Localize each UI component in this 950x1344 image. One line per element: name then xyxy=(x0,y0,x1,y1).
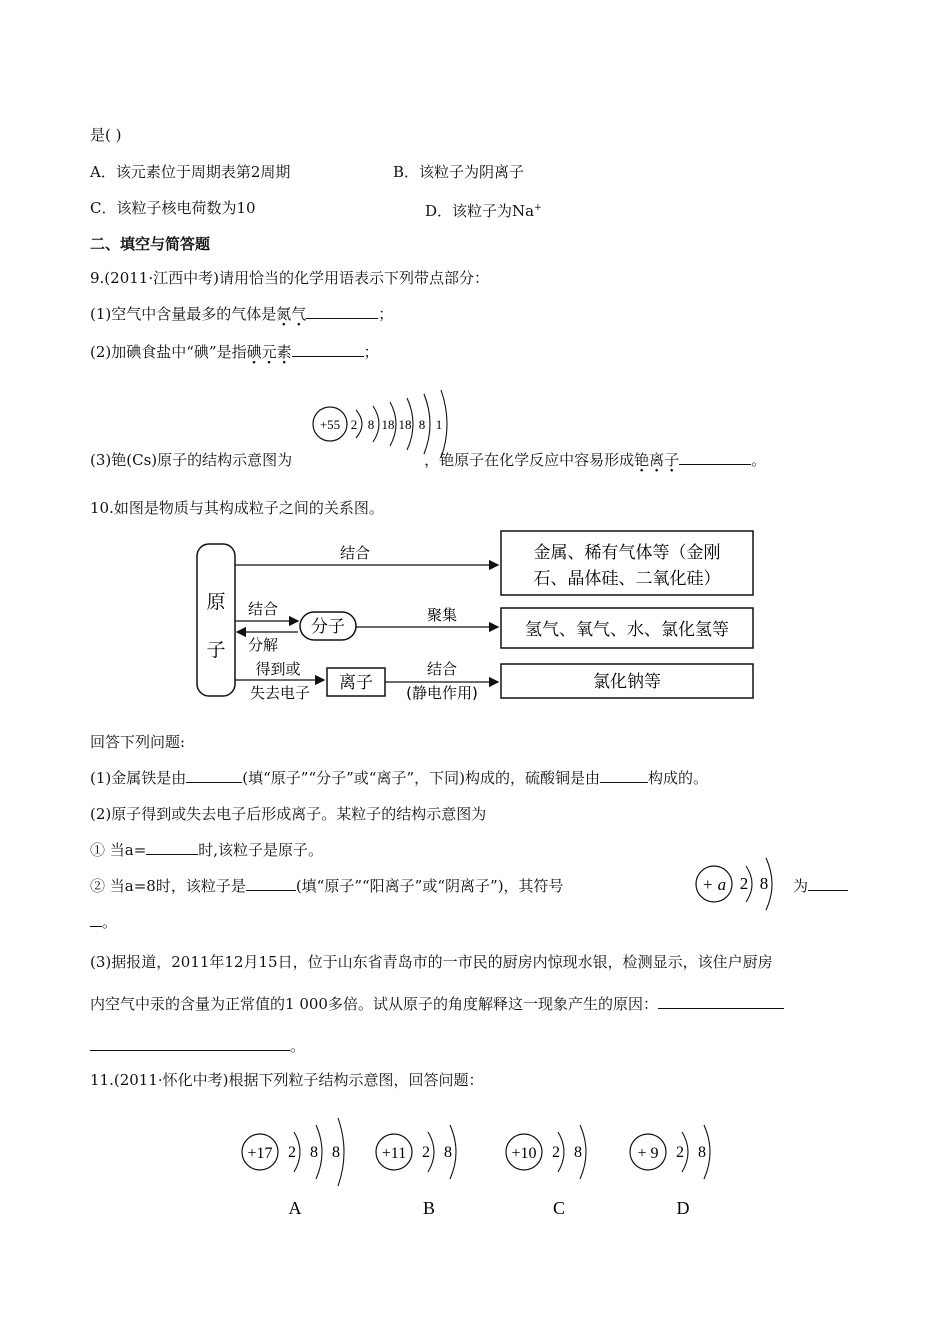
electron-count: 8 xyxy=(418,417,426,432)
answer-blank[interactable] xyxy=(246,876,296,891)
atom-label-2: 子 xyxy=(206,639,226,661)
option-b: B．该粒子为阴离子 xyxy=(393,163,525,181)
answer-blank[interactable] xyxy=(808,876,848,891)
particle-diagram-B xyxy=(376,1125,456,1218)
particle-label: B xyxy=(422,1198,436,1218)
emphasis-char: 素 xyxy=(276,343,292,361)
particle-structure-diagram xyxy=(690,848,790,920)
q9-part2 xyxy=(90,342,379,362)
q10-part2-sub2 xyxy=(90,876,564,896)
electron-count: 8 xyxy=(759,874,769,893)
particle-diagram-A xyxy=(242,1118,344,1218)
electron-count: 8 xyxy=(698,1144,706,1161)
answer-blank[interactable] xyxy=(679,450,751,465)
answer-blank[interactable] xyxy=(146,840,198,855)
box1-line1: 金属、稀有气体等（金刚 xyxy=(533,543,721,563)
q10-p3-end: 。 xyxy=(290,1037,306,1055)
q9-p1-dotted xyxy=(276,305,306,323)
emphasis-char: 元 xyxy=(261,343,277,361)
option-d xyxy=(425,198,542,221)
q10-p2-2c: 为 xyxy=(793,877,809,895)
q10-p1-b: (填“原子”“分子”或“离子”，下同)构成的，硫酸铜是由 xyxy=(242,769,600,787)
ion-nucleus-charge: + a xyxy=(701,875,727,894)
q10-part2: (2)原子得到或失去电子后形成离子。某粒子的结构示意图为 xyxy=(90,805,487,823)
electron-count: 8 xyxy=(574,1144,582,1161)
q10-stem: 10.如图是物质与其构成粒子之间的关系图。 xyxy=(90,499,384,517)
label-decompose: 分解 xyxy=(247,636,279,654)
q9-part1 xyxy=(90,304,393,324)
particle-label: D xyxy=(676,1198,690,1218)
q9-p3-mid: ，铯原子在化学反应中容易形成 xyxy=(424,451,635,469)
particle-diagram-D xyxy=(630,1125,710,1218)
electron-count: 18 xyxy=(381,417,395,432)
nucleus-charge: +17 xyxy=(247,1145,273,1162)
q10-part3-line2 xyxy=(90,994,784,1014)
q10-p3-text: 内空气中汞的含量为正常值的1 000多倍。试从原子的角度解释这一现象产生的原因： xyxy=(90,995,658,1013)
electron-count: 18 xyxy=(398,417,412,432)
option-a: A．该元素位于周期表第2周期 xyxy=(90,163,291,181)
section-heading: 二、填空与简答题 xyxy=(90,235,211,253)
cs-atom-structure-diagram xyxy=(310,378,460,458)
q9-p1-end: ； xyxy=(378,305,394,323)
label-combine-bottom: 结合 xyxy=(426,660,458,678)
answer-blank[interactable] xyxy=(292,342,364,357)
emphasis-char: 离 xyxy=(649,451,665,469)
q10-p2-2a: ② 当a=8时，该粒子是 xyxy=(90,877,246,895)
molecule-label: 分子 xyxy=(311,617,345,637)
q10-p2-2d: 。 xyxy=(102,913,118,931)
particle-diagram-C xyxy=(506,1125,586,1218)
particle-label: C xyxy=(552,1198,566,1218)
answer-blank[interactable] xyxy=(306,304,378,319)
nucleus-charge: +10 xyxy=(511,1145,537,1162)
answer-blank[interactable] xyxy=(90,1036,290,1051)
atom-box xyxy=(197,544,235,696)
nucleus-charge: + 9 xyxy=(637,1145,659,1162)
electron-count: 2 xyxy=(552,1144,560,1161)
electron-count: 1 xyxy=(435,417,443,432)
atom-label-1: 原 xyxy=(206,591,226,613)
nucleus-charge: +11 xyxy=(381,1145,407,1162)
q10-p2-2b: (填“原子”“阳离子”或“阴离子”)，其符号 xyxy=(295,877,564,895)
answer-blank[interactable] xyxy=(600,768,648,783)
q9-p2-dotted xyxy=(247,343,292,361)
q9-p1-text: (1)空气中含量最多的气体是 xyxy=(90,305,277,323)
q10-part3-line1: (3)据报道，2011年12月15日，位于山东省青岛市的一市民的厨房内惊现水银，检测显示，该住户厨房 xyxy=(90,953,773,971)
particle-diagrams-row xyxy=(230,1100,730,1230)
q10-p1-c: 构成的。 xyxy=(647,769,708,787)
q9-p3-text: (3)铯(Cs)原子的结构示意图为 xyxy=(90,451,293,469)
q10-answer-intro: 回答下列问题: xyxy=(90,733,186,751)
electron-count: 8 xyxy=(367,417,375,432)
electron-count: 2 xyxy=(739,874,749,893)
q10-part2-sub1 xyxy=(90,840,323,860)
label-combine-mid: 结合 xyxy=(247,600,279,618)
q9-p2-text: (2)加碘食盐中“碘”是指 xyxy=(90,343,247,361)
electron-count: 2 xyxy=(422,1144,430,1161)
q10-part1 xyxy=(90,768,708,788)
option-c: C．该粒子核电荷数为10 xyxy=(90,199,256,217)
answer-blank[interactable] xyxy=(90,912,102,927)
emphasis-char: 碘 xyxy=(246,343,262,361)
q10-part3-line3 xyxy=(90,1036,305,1056)
q9-p2-end: ； xyxy=(363,343,379,361)
box1-line2: 石、晶体硅、二氧化硅） xyxy=(533,569,721,589)
box3-text: 氯化钠等 xyxy=(593,672,661,692)
q10-p2-1a: ① 当a= xyxy=(90,841,147,859)
emphasis-char: 铯 xyxy=(634,451,650,469)
electron-count: 2 xyxy=(288,1144,296,1161)
label-gather: 聚集 xyxy=(426,606,458,624)
electron-count: 8 xyxy=(444,1144,452,1161)
answer-blank[interactable] xyxy=(658,994,784,1009)
q11-stem: 11.(2011·怀化中考)根据下列粒子结构示意图，回答问题： xyxy=(90,1071,484,1089)
label-gain-lose-1: 得到或 xyxy=(255,660,301,678)
electron-count: 2 xyxy=(350,417,358,432)
box2-text: 氢气、氧气、水、氯化氢等 xyxy=(525,620,729,640)
emphasis-char: 子 xyxy=(664,451,680,469)
answer-blank[interactable] xyxy=(186,768,242,783)
q9-p3-end: 。 xyxy=(751,451,767,469)
label-electrostatic: (静电作用) xyxy=(406,684,478,702)
q10-p2-1b: 时,该粒子是原子。 xyxy=(198,841,324,859)
ion-label: 离子 xyxy=(339,673,373,693)
q10-p2-2d-wrap xyxy=(90,912,117,932)
label-combine-top: 结合 xyxy=(339,544,371,562)
option-d-text: D．该粒子为Na xyxy=(425,202,535,220)
electron-count: 8 xyxy=(310,1144,318,1161)
option-d-superscript: + xyxy=(534,203,542,213)
matter-particle-relationship-diagram xyxy=(190,528,760,703)
q9-part3 xyxy=(90,450,766,470)
electron-count: 8 xyxy=(332,1144,340,1161)
q9-stem: 9.(2011·江西中考)请用恰当的化学用语表示下列带点部分： xyxy=(90,269,489,287)
emphasis-char: 气 xyxy=(291,305,307,323)
q9-p3-dotted xyxy=(634,451,679,469)
cs-nucleus-charge: +55 xyxy=(319,417,341,432)
emphasis-char: 氮 xyxy=(276,305,292,323)
q10-p1-a: (1)金属铁是由 xyxy=(90,769,187,787)
question-stem-continuation: 是( ) xyxy=(90,126,122,144)
electron-count: 2 xyxy=(676,1144,684,1161)
q10-p2-2c-wrap xyxy=(793,876,848,896)
particle-label: A xyxy=(288,1198,302,1218)
label-gain-lose-2: 失去电子 xyxy=(249,684,311,702)
